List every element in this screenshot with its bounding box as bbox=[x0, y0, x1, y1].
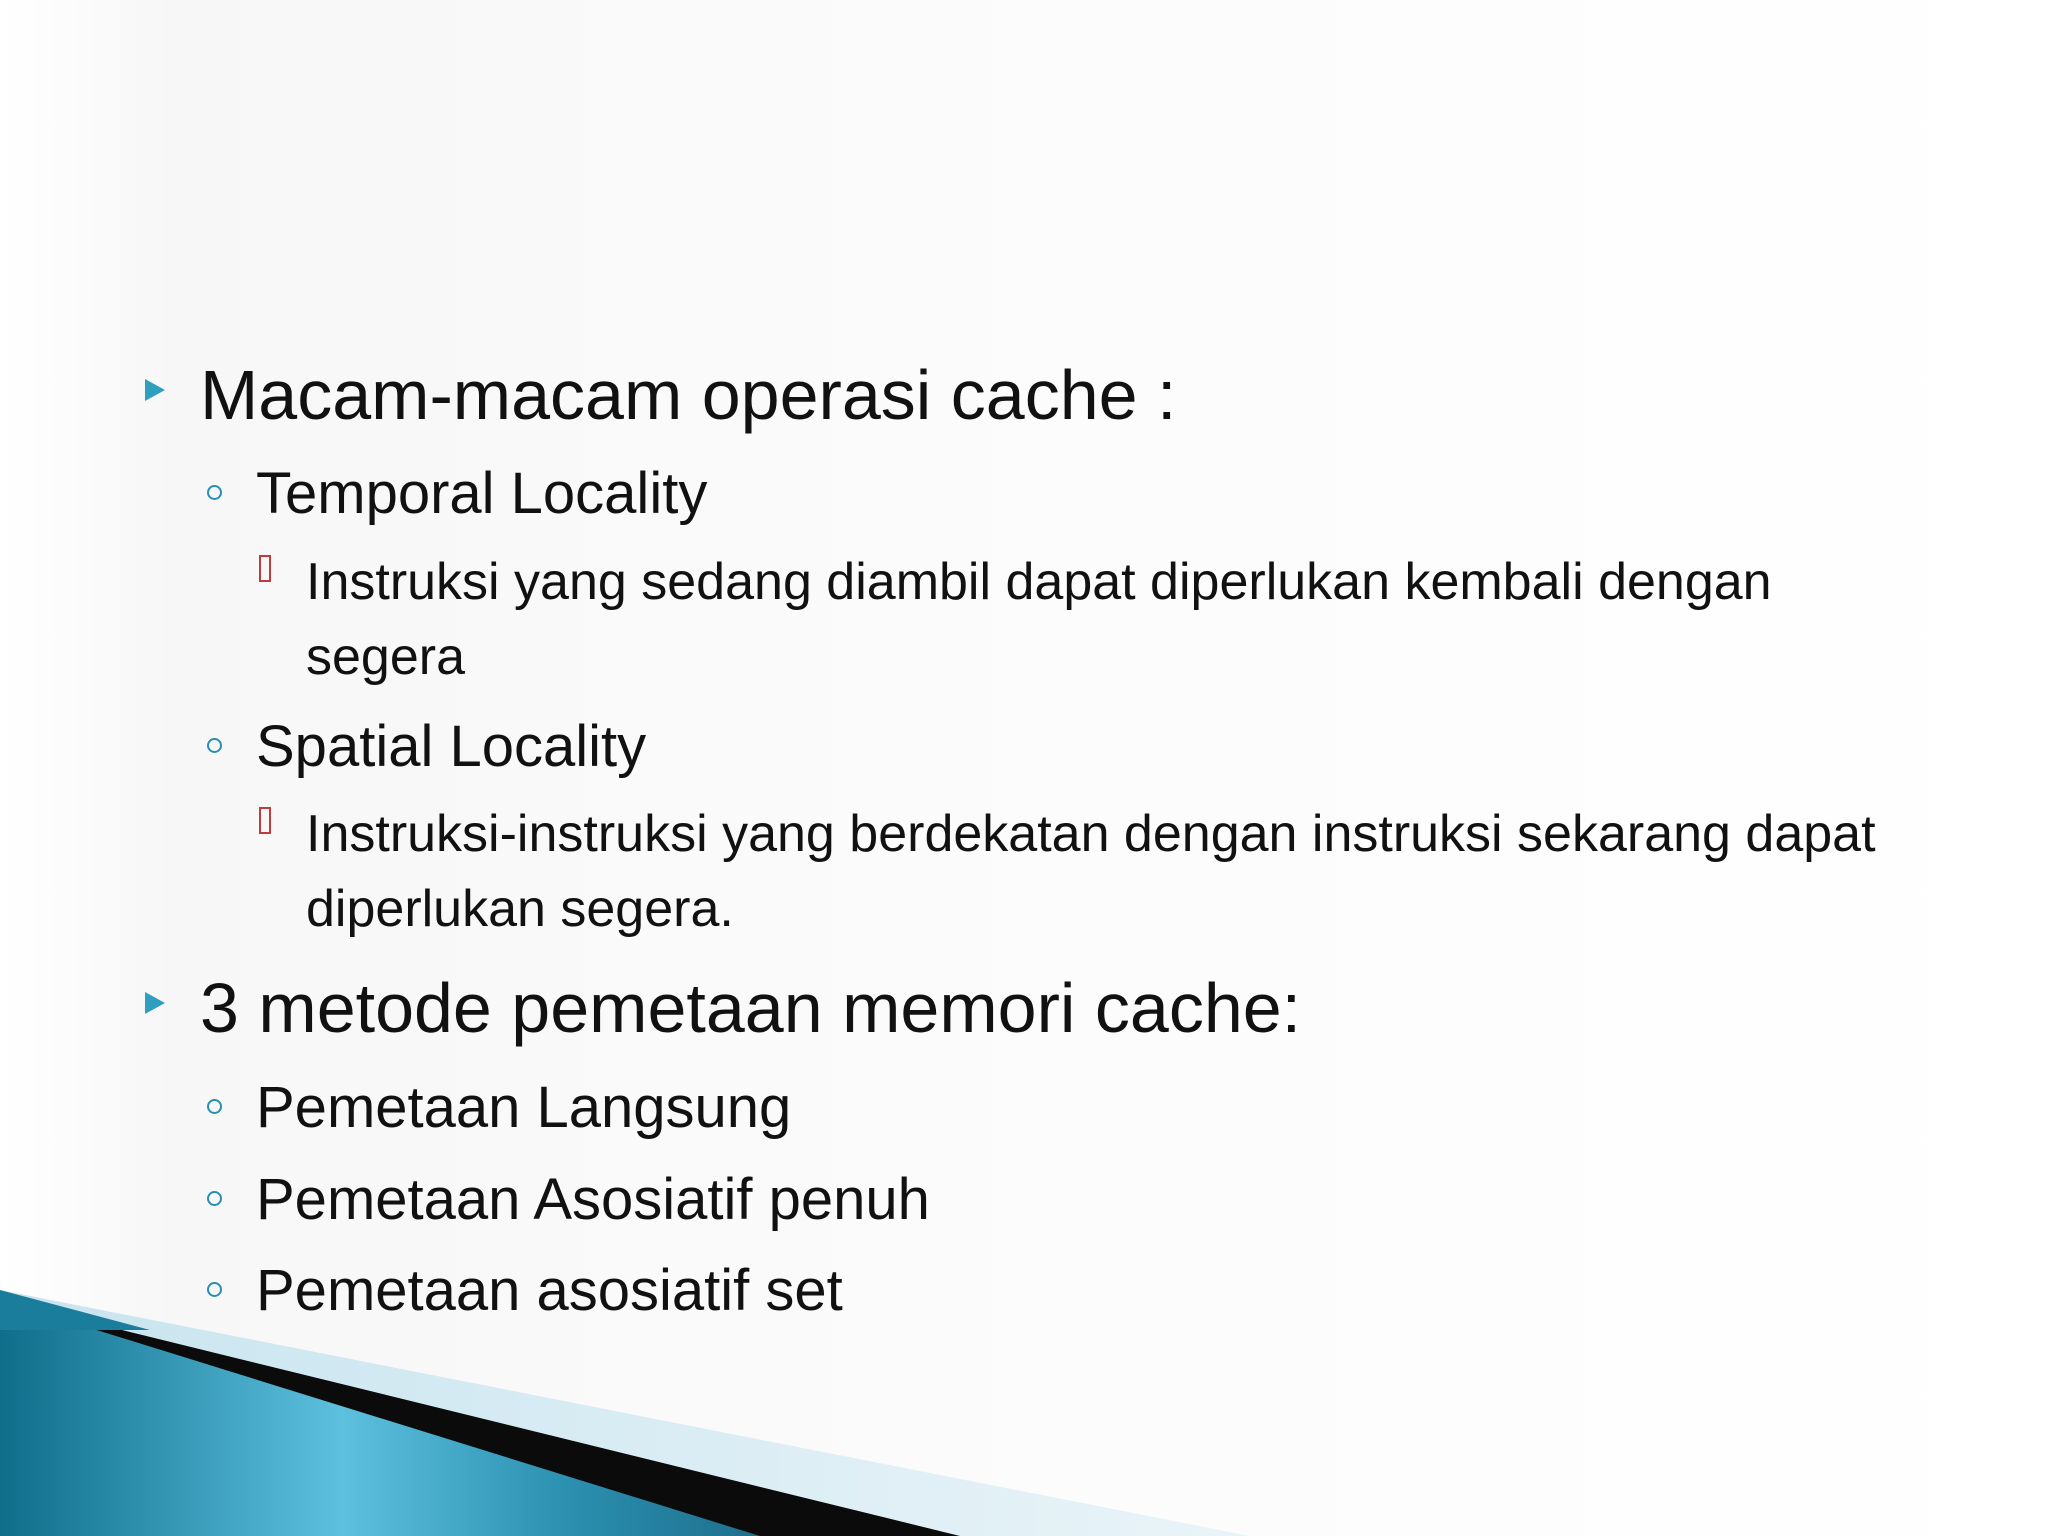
circle-bullet-icon bbox=[207, 738, 222, 753]
subbullet-pemetaan-langsung bbox=[256, 1073, 791, 1143]
circle-bullet-icon bbox=[207, 485, 222, 500]
triangle-bullet-icon bbox=[145, 379, 165, 401]
circle-bullet-icon bbox=[207, 1191, 222, 1206]
subbullet-text: Temporal Locality bbox=[256, 461, 708, 526]
subbullet-text: Spatial Locality bbox=[256, 714, 647, 779]
detail-temporal-locality bbox=[306, 545, 1926, 695]
detail-spatial-locality bbox=[306, 797, 1926, 947]
subbullet-pemetaan-asosiatif-penuh bbox=[256, 1165, 930, 1235]
subbullet-text: Pemetaan Asosiatif penuh bbox=[256, 1167, 930, 1232]
subbullet-spatial-locality bbox=[256, 712, 646, 782]
box-bullet-icon bbox=[259, 555, 271, 582]
subbullet-pemetaan-asosiatif-set bbox=[256, 1256, 843, 1326]
circle-bullet-icon bbox=[207, 1282, 222, 1297]
bullet-text: Macam-macam operasi cache : bbox=[200, 356, 1177, 434]
detail-text: Instruksi-instruksi yang berdekatan dengan instruksi sekarang dapat diperlukan segera. bbox=[306, 805, 1876, 938]
subbullet-temporal-locality bbox=[256, 459, 707, 529]
subbullet-text: Pemetaan asosiatif set bbox=[256, 1258, 843, 1323]
triangle-bullet-icon bbox=[145, 992, 165, 1014]
bullet-metode-pemetaan bbox=[200, 968, 1301, 1048]
bullet-macam-operasi bbox=[200, 355, 1176, 435]
bullet-text: 3 metode pemetaan memori cache: bbox=[200, 969, 1302, 1047]
subbullet-text: Pemetaan Langsung bbox=[256, 1075, 792, 1140]
detail-text: Instruksi yang sedang diambil dapat diperlukan kembali dengan segera bbox=[306, 553, 1772, 686]
box-bullet-icon bbox=[259, 807, 271, 834]
circle-bullet-icon bbox=[207, 1099, 222, 1114]
